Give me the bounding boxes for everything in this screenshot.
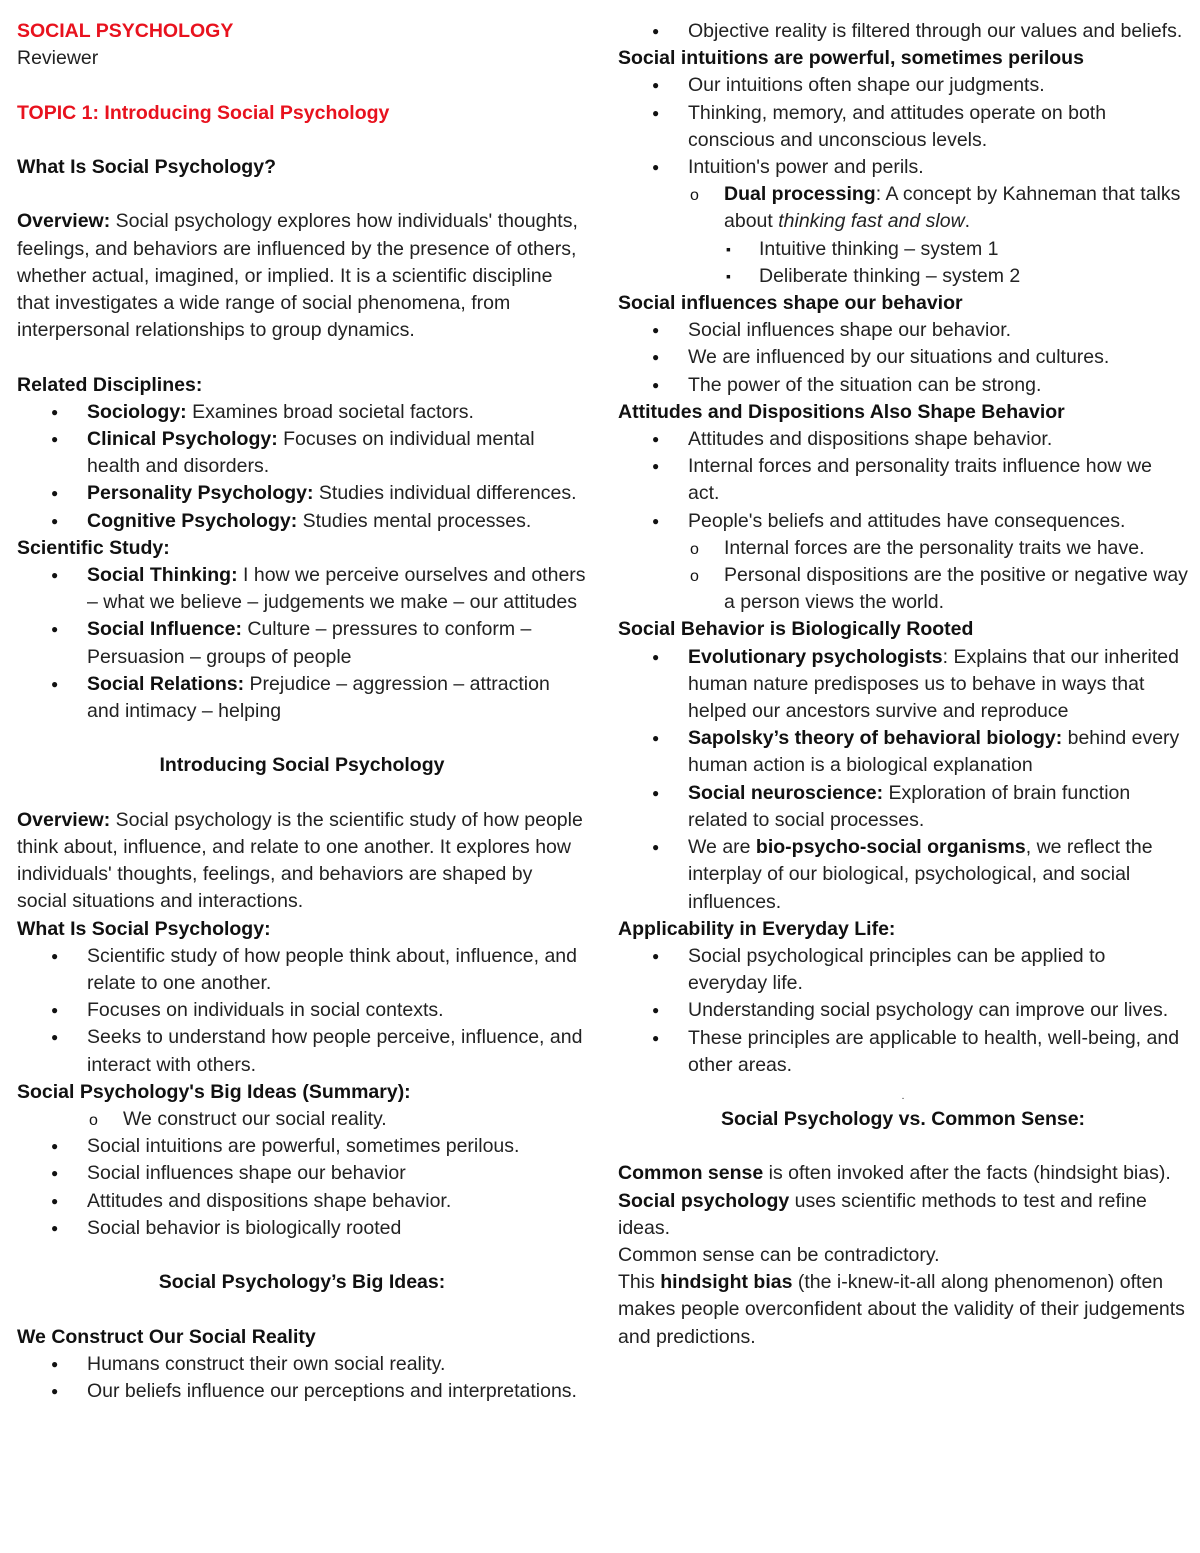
left-column xyxy=(17,18,587,1405)
related-heading: Related Disciplines: xyxy=(17,373,203,396)
list-item: ● Social neuroscience: Exploration of brain function related to social processes. xyxy=(618,780,1188,834)
list-item: ● Clinical Psychology: Focuses on individual mental health and disorders. xyxy=(17,426,587,480)
list-item: ● Social influences shape our behavior xyxy=(17,1160,587,1187)
bio-list xyxy=(618,644,1188,916)
topic-heading: TOPIC 1: Introducing Social Psychology xyxy=(17,101,390,124)
list-item: ● Evolutionary psychologists: Explains that our inherited human nature predisposes us to behave in ways that helped our ancestors survive and reproduce xyxy=(618,644,1188,726)
list-subsubitem: ▪ Intuitive thinking – system 1 xyxy=(618,236,1188,263)
list-item: ● Focuses on individuals in social contexts. xyxy=(17,997,587,1024)
list-item: ● Attitudes and dispositions shape behavior. xyxy=(17,1188,587,1215)
big-ideas-summary-heading: Social Psychology's Big Ideas (Summary): xyxy=(17,1080,411,1103)
list-item: ● Sapolsky’s theory of behavioral biology: behind every human action is a biological explanation xyxy=(618,725,1188,779)
list-item: ● Social behavior is biologically rooted xyxy=(17,1215,587,1242)
list-item: ● Objective reality is filtered through our values and beliefs. xyxy=(618,18,1188,45)
list-item: ● People's beliefs and attitudes have consequences. xyxy=(618,508,1188,535)
list-item: ● Thinking, memory, and attitudes operate on both conscious and unconscious levels. xyxy=(618,100,1188,154)
scientific-list xyxy=(17,562,587,725)
list-item: ● Humans construct their own social reality. xyxy=(17,1351,587,1378)
list-item: ● We are bio-psycho-social organisms, we reflect the interplay of our biological, psychological, and social influences. xyxy=(618,834,1188,916)
intuitions-list xyxy=(618,72,1188,181)
document-subtitle: Reviewer xyxy=(17,47,99,70)
list-item: ● Sociology: Examines broad societal factors. xyxy=(17,399,587,426)
scientific-heading: Scientific Study: xyxy=(17,536,170,559)
list-item: ● Seeks to understand how people perceive, influence, and interact with others. xyxy=(17,1024,587,1078)
list-item: ● Cognitive Psychology: Studies mental processes. xyxy=(17,508,587,535)
what-list xyxy=(17,943,587,1079)
list-item: ● Social psychological principles can be applied to everyday life. xyxy=(618,943,1188,997)
what-is-heading: What Is Social Psychology? xyxy=(17,155,276,178)
right-column xyxy=(618,18,1188,1351)
list-item: ● Intuition's power and perils. xyxy=(618,154,1188,181)
construct-list xyxy=(17,1351,587,1405)
list-item: ● Understanding social psychology can improve our lives. xyxy=(618,997,1188,1024)
list-item: ● Social Thinking: I how we perceive ourselves and others – what we believe – judgements we make – our attitudes xyxy=(17,562,587,616)
list-item: ● Social intuitions are powerful, sometimes perilous. xyxy=(17,1133,587,1160)
applicability-list xyxy=(618,943,1188,1079)
list-item: ● Scientific study of how people think about, influence, and relate to one another. xyxy=(17,943,587,997)
what-is-heading-2: What Is Social Psychology: xyxy=(17,917,271,940)
related-list xyxy=(17,399,587,535)
list-item: ● Social Influence: Culture – pressures to conform – Persuasion – groups of people xyxy=(17,616,587,670)
list-item: ● Personality Psychology: Studies individual differences. xyxy=(17,480,587,507)
list-item: ● Internal forces and personality traits influence how we act. xyxy=(618,453,1188,507)
list-item: ● Social Relations: Prejudice – aggression – attraction and intimacy – helping xyxy=(17,671,587,725)
list-item: ● These principles are applicable to health, well-being, and other areas. xyxy=(618,1025,1188,1079)
attitudes-list xyxy=(618,426,1188,535)
hindsight-paragraph: This hindsight bias (the i-knew-it-all along phenomenon) often makes people overconfident about the validity of their judgements and predictions. xyxy=(618,1271,1185,1348)
list-item: ● The power of the situation can be strong. xyxy=(618,372,1188,399)
list-subitem: o Personal dispositions are the positive or negative way a person views the world. xyxy=(618,562,1188,616)
list-item: ● Attitudes and dispositions shape behavior. xyxy=(618,426,1188,453)
big-ideas-list xyxy=(17,1133,587,1242)
construct-heading: We Construct Our Social Reality xyxy=(17,1325,316,1348)
overview-paragraph: Overview: Social psychology explores how individuals' thoughts, feelings, and behaviors are influenced by the presence of others, whether actual, imagined, or implied. It is a scientific discipline that investigates a wide range of social phenomena, from interpersonal relationships to group dynamics. xyxy=(17,210,578,342)
overview2-paragraph: Overview: Social psychology is the scientific study of how people think about, influence, and relate to one another. It explores how individuals' thoughts, feelings, and behaviors are shaped by social situations and interactions. xyxy=(17,808,583,913)
document-title: SOCIAL PSYCHOLOGY xyxy=(17,20,234,42)
common-sense-paragraph: Common sense is often invoked after the facts (hindsight bias). xyxy=(618,1162,1171,1185)
list-subsubitem: ▪ Deliberate thinking – system 2 xyxy=(618,263,1188,290)
social-psychology-paragraph: Social psychology uses scientific methods to test and refine ideas. xyxy=(618,1189,1147,1239)
list-item: ● Our intuitions often shape our judgments. xyxy=(618,72,1188,99)
attitudes-heading: Attitudes and Dispositions Also Shape Behavior xyxy=(618,400,1065,423)
vs-heading: Social Psychology vs. Common Sense: xyxy=(720,1107,1086,1130)
list-item: ● Our beliefs influence our perceptions and interpretations. xyxy=(17,1378,587,1405)
list-subitem: o We construct our social reality. xyxy=(17,1106,587,1133)
intro-heading: Introducing Social Psychology xyxy=(159,754,445,777)
stray-dot: . xyxy=(901,1090,905,1102)
applicability-heading: Applicability in Everyday Life: xyxy=(618,917,896,940)
influences-list xyxy=(618,317,1188,399)
big-ideas-heading: Social Psychology’s Big Ideas: xyxy=(158,1271,446,1294)
list-item: ● We are influenced by our situations and cultures. xyxy=(618,344,1188,371)
list-subitem: o Internal forces are the personality traits we have. xyxy=(618,535,1188,562)
contradictory-paragraph: Common sense can be contradictory. xyxy=(618,1243,940,1266)
intuitions-heading: Social intuitions are powerful, sometimes perilous xyxy=(618,47,1084,70)
list-subitem: o Dual processing: A concept by Kahneman that talks about thinking fast and slow. xyxy=(618,181,1188,235)
list-item: ● Social influences shape our behavior. xyxy=(618,317,1188,344)
bio-heading: Social Behavior is Biologically Rooted xyxy=(618,618,974,641)
influences-heading: Social influences shape our behavior xyxy=(618,292,963,315)
